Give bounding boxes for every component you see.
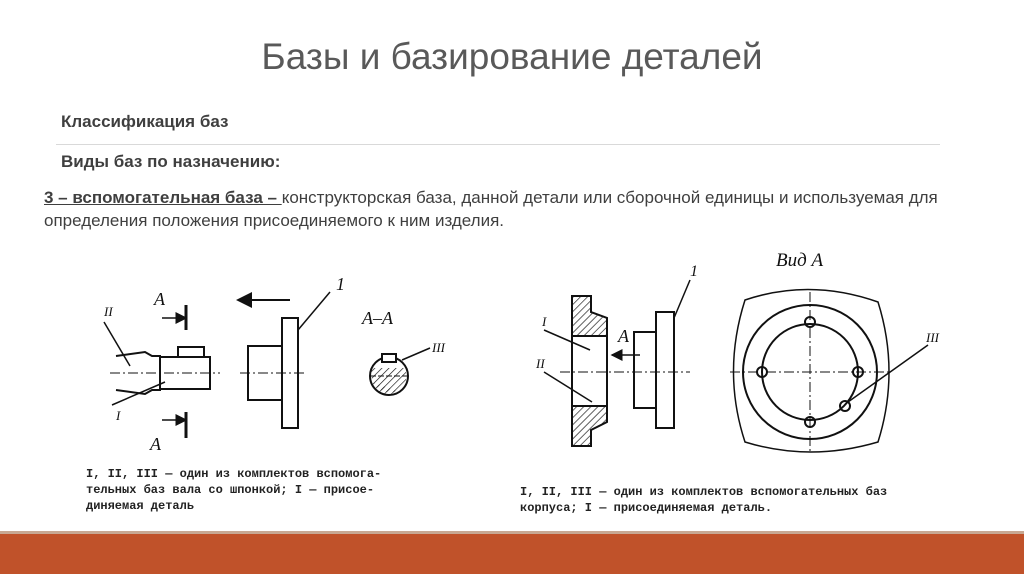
- right-mating-flange: [656, 312, 674, 428]
- label-right-a: А: [618, 326, 629, 346]
- caption-left-line1: I, II, III — один из комплектов вспомога-: [86, 467, 382, 481]
- subtitle-classification: Классификация баз: [61, 112, 229, 131]
- subtitle-types: Виды баз по назначению:: [61, 152, 281, 171]
- caption-right-line2: корпуса; I — присоединяемая деталь.: [520, 501, 773, 515]
- caption-right-line1: I, II, III — один из комплектов вспомогательных баз: [520, 485, 888, 499]
- caption-left: [86, 466, 381, 514]
- definition-term: 3 – вспомогательная база –: [44, 188, 282, 207]
- label-right-part: 1: [690, 263, 698, 280]
- caption-left-line2: тельных баз вала со шпонкой; I — присое-: [86, 483, 375, 497]
- label-right-iii: III: [926, 330, 939, 345]
- label-left-a-top: А: [154, 289, 165, 309]
- caption-right: [520, 484, 887, 516]
- label-right-ii: II: [536, 356, 545, 371]
- right-mating-hub: [634, 332, 656, 408]
- label-left-a-bottom: А: [150, 434, 161, 454]
- label-left-iii: III: [432, 340, 445, 355]
- label-left-ii: II: [104, 304, 113, 319]
- footer-bar: [0, 534, 1024, 574]
- slide-title: Базы и базирование деталей: [261, 36, 763, 77]
- label-left-part: 1: [336, 274, 345, 294]
- definition-text: конструкторская база, данной детали или сборочной единицы и используемая для определения положения присоединяемого к ним изделия.: [44, 188, 938, 230]
- right-figure: [544, 280, 928, 452]
- label-right-view: Вид А: [776, 250, 824, 271]
- label-right-i: I: [542, 314, 547, 329]
- label-left-section: А–А: [362, 308, 393, 328]
- label-left-i: I: [116, 408, 121, 423]
- caption-left-line3: диняемая деталь: [86, 499, 195, 513]
- key: [178, 347, 204, 357]
